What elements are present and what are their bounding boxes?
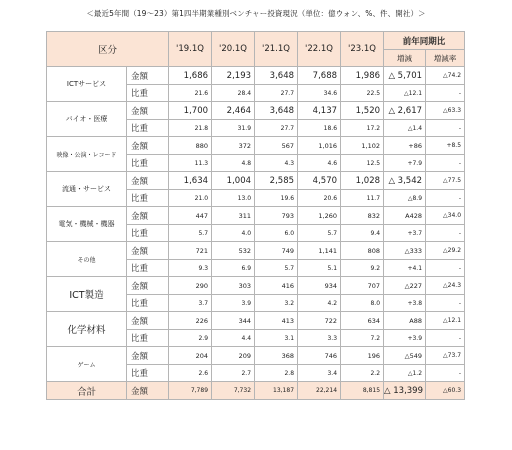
yoy-change-cell: +3.9 <box>384 330 426 347</box>
yoy-rate-cell: - <box>426 120 465 137</box>
amount-cell: 4,570 <box>298 172 341 190</box>
amount-cell: 3,648 <box>255 67 298 85</box>
share-cell: 34.6 <box>298 85 341 102</box>
amount-cell: 226 <box>169 312 212 330</box>
row-category: 電気・機械・機器 <box>47 207 127 242</box>
amount-cell: 447 <box>169 207 212 225</box>
amount-cell: 634 <box>341 312 384 330</box>
total-yoy-change: △ 13,399 <box>384 382 426 400</box>
share-cell: 6.0 <box>255 225 298 242</box>
share-cell: 5.7 <box>255 260 298 277</box>
total-amount-cell: 8,815 <box>341 382 384 400</box>
row-type: 金額 <box>127 347 169 365</box>
header-year: '22.1Q <box>298 32 341 67</box>
yoy-rate-cell: △73.7 <box>426 347 465 365</box>
header-yoy: 前年同期比 <box>384 32 465 50</box>
amount-cell: 311 <box>212 207 255 225</box>
header-category: 区分 <box>47 32 169 67</box>
share-cell: 28.4 <box>212 85 255 102</box>
share-cell: 11.3 <box>169 155 212 172</box>
row-type: 比重 <box>127 190 169 207</box>
yoy-rate-cell: △24.3 <box>426 277 465 295</box>
share-cell: 9.3 <box>169 260 212 277</box>
yoy-change-cell: A88 <box>384 312 426 330</box>
yoy-rate-cell: △34.0 <box>426 207 465 225</box>
row-category: 映像・公演・レコード <box>47 137 127 172</box>
amount-cell: 749 <box>255 242 298 260</box>
yoy-rate-cell: - <box>426 330 465 347</box>
investment-table <box>46 31 465 400</box>
total-amount-cell: 13,187 <box>255 382 298 400</box>
yoy-rate-cell: - <box>426 295 465 312</box>
yoy-change-cell: △8.9 <box>384 190 426 207</box>
total-yoy-rate: △60.3 <box>426 382 465 400</box>
yoy-change-cell: +86 <box>384 137 426 155</box>
header-yoy-rate: 増減率 <box>426 50 465 67</box>
amount-cell: 1,141 <box>298 242 341 260</box>
amount-cell: 413 <box>255 312 298 330</box>
header-yoy-change: 増減 <box>384 50 426 67</box>
header-year: '19.1Q <box>169 32 212 67</box>
yoy-change-cell: △227 <box>384 277 426 295</box>
row-category: バイオ・医療 <box>47 102 127 137</box>
yoy-change-cell: △12.1 <box>384 85 426 102</box>
share-cell: 17.2 <box>341 120 384 137</box>
share-cell: 4.6 <box>298 155 341 172</box>
amount-cell: 832 <box>341 207 384 225</box>
yoy-rate-cell: △63.3 <box>426 102 465 120</box>
table-row <box>47 347 465 365</box>
amount-cell: 1,700 <box>169 102 212 120</box>
yoy-rate-cell: +8.5 <box>426 137 465 155</box>
table-row <box>47 242 465 260</box>
share-cell: 21.6 <box>169 85 212 102</box>
share-cell: 3.7 <box>169 295 212 312</box>
amount-cell: 209 <box>212 347 255 365</box>
row-category: その他 <box>47 242 127 277</box>
row-type: 金額 <box>127 67 169 85</box>
header-year: '21.1Q <box>255 32 298 67</box>
amount-cell: 707 <box>341 277 384 295</box>
share-cell: 3.1 <box>255 330 298 347</box>
amount-cell: 2,464 <box>212 102 255 120</box>
table-row <box>47 137 465 155</box>
table-caption: ＜最近5年間（19～23）第1四半期業種別ベンチャー投資現況（単位：億ウォン、%、件、開社）＞ <box>86 9 426 18</box>
share-cell: 20.6 <box>298 190 341 207</box>
total-row <box>47 382 465 400</box>
amount-cell: 7,688 <box>298 67 341 85</box>
yoy-rate-cell: - <box>426 365 465 382</box>
yoy-change-cell: +7.9 <box>384 155 426 172</box>
total-amount-cell: 7,789 <box>169 382 212 400</box>
row-type: 金額 <box>127 207 169 225</box>
row-type: 比重 <box>127 365 169 382</box>
row-type: 比重 <box>127 155 169 172</box>
header-year: '23.1Q <box>341 32 384 67</box>
share-cell: 12.5 <box>341 155 384 172</box>
share-cell: 7.2 <box>341 330 384 347</box>
yoy-rate-cell: - <box>426 85 465 102</box>
amount-cell: 1,004 <box>212 172 255 190</box>
table-row <box>47 67 465 85</box>
row-category: ゲーム <box>47 347 127 382</box>
amount-cell: 1,986 <box>341 67 384 85</box>
share-cell: 18.6 <box>298 120 341 137</box>
row-category: 化学材料 <box>47 312 127 347</box>
yoy-rate-cell: - <box>426 190 465 207</box>
amount-cell: 290 <box>169 277 212 295</box>
amount-cell: 567 <box>255 137 298 155</box>
amount-cell: 4,137 <box>298 102 341 120</box>
amount-cell: 880 <box>169 137 212 155</box>
share-cell: 4.4 <box>212 330 255 347</box>
amount-cell: 1,102 <box>341 137 384 155</box>
amount-cell: 808 <box>341 242 384 260</box>
yoy-rate-cell: △29.2 <box>426 242 465 260</box>
amount-cell: 746 <box>298 347 341 365</box>
share-cell: 27.7 <box>255 85 298 102</box>
row-type: 金額 <box>127 277 169 295</box>
share-cell: 6.9 <box>212 260 255 277</box>
yoy-change-cell: △ 2,617 <box>384 102 426 120</box>
yoy-change-cell: +3.7 <box>384 225 426 242</box>
yoy-rate-cell: △74.2 <box>426 67 465 85</box>
share-cell: 8.0 <box>341 295 384 312</box>
amount-cell: 204 <box>169 347 212 365</box>
row-type: 比重 <box>127 120 169 137</box>
share-cell: 2.7 <box>212 365 255 382</box>
row-type: 比重 <box>127 85 169 102</box>
share-cell: 5.7 <box>169 225 212 242</box>
amount-cell: 532 <box>212 242 255 260</box>
amount-cell: 1,260 <box>298 207 341 225</box>
share-cell: 21.8 <box>169 120 212 137</box>
amount-cell: 1,028 <box>341 172 384 190</box>
yoy-change-cell: +3.8 <box>384 295 426 312</box>
yoy-rate-cell: △77.5 <box>426 172 465 190</box>
total-category: 合計 <box>47 382 127 400</box>
amount-cell: 368 <box>255 347 298 365</box>
row-type: 比重 <box>127 330 169 347</box>
table-row <box>47 277 465 295</box>
amount-cell: 416 <box>255 277 298 295</box>
share-cell: 22.5 <box>341 85 384 102</box>
yoy-rate-cell: △12.1 <box>426 312 465 330</box>
share-cell: 27.7 <box>255 120 298 137</box>
share-cell: 2.9 <box>169 330 212 347</box>
yoy-change-cell: △ 5,701 <box>384 67 426 85</box>
share-cell: 4.3 <box>255 155 298 172</box>
yoy-change-cell: A428 <box>384 207 426 225</box>
header-year: '20.1Q <box>212 32 255 67</box>
amount-cell: 2,585 <box>255 172 298 190</box>
amount-cell: 1,686 <box>169 67 212 85</box>
share-cell: 31.9 <box>212 120 255 137</box>
row-type: 比重 <box>127 260 169 277</box>
table-row <box>47 102 465 120</box>
share-cell: 21.0 <box>169 190 212 207</box>
share-cell: 3.3 <box>298 330 341 347</box>
share-cell: 3.9 <box>212 295 255 312</box>
row-type: 金額 <box>127 102 169 120</box>
share-cell: 2.2 <box>341 365 384 382</box>
row-category: 流通・サービス <box>47 172 127 207</box>
share-cell: 4.8 <box>212 155 255 172</box>
share-cell: 5.1 <box>298 260 341 277</box>
row-type: 比重 <box>127 295 169 312</box>
share-cell: 3.2 <box>255 295 298 312</box>
share-cell: 9.2 <box>341 260 384 277</box>
yoy-rate-cell: - <box>426 155 465 172</box>
table-row <box>47 207 465 225</box>
share-cell: 5.7 <box>298 225 341 242</box>
amount-cell: 372 <box>212 137 255 155</box>
amount-cell: 1,520 <box>341 102 384 120</box>
amount-cell: 722 <box>298 312 341 330</box>
share-cell: 4.0 <box>212 225 255 242</box>
amount-cell: 2,193 <box>212 67 255 85</box>
row-type: 金額 <box>127 137 169 155</box>
yoy-change-cell: △1.4 <box>384 120 426 137</box>
amount-cell: 793 <box>255 207 298 225</box>
amount-cell: 934 <box>298 277 341 295</box>
amount-cell: 721 <box>169 242 212 260</box>
amount-cell: 196 <box>341 347 384 365</box>
row-type: 金額 <box>127 242 169 260</box>
share-cell: 19.6 <box>255 190 298 207</box>
amount-cell: 303 <box>212 277 255 295</box>
yoy-change-cell: △ 3,542 <box>384 172 426 190</box>
yoy-change-cell: +4.1 <box>384 260 426 277</box>
yoy-rate-cell: - <box>426 225 465 242</box>
yoy-change-cell: △1.2 <box>384 365 426 382</box>
row-type: 金額 <box>127 382 169 400</box>
amount-cell: 3,648 <box>255 102 298 120</box>
total-amount-cell: 7,732 <box>212 382 255 400</box>
yoy-change-cell: △333 <box>384 242 426 260</box>
share-cell: 3.4 <box>298 365 341 382</box>
share-cell: 9.4 <box>341 225 384 242</box>
table-row <box>47 172 465 190</box>
yoy-change-cell: △549 <box>384 347 426 365</box>
row-category: ICT製造 <box>47 277 127 312</box>
row-type: 比重 <box>127 225 169 242</box>
share-cell: 2.6 <box>169 365 212 382</box>
table-row <box>47 312 465 330</box>
share-cell: 13.0 <box>212 190 255 207</box>
row-type: 金額 <box>127 172 169 190</box>
share-cell: 2.8 <box>255 365 298 382</box>
total-amount-cell: 22,214 <box>298 382 341 400</box>
amount-cell: 1,016 <box>298 137 341 155</box>
yoy-rate-cell: - <box>426 260 465 277</box>
row-category: ICTサービス <box>47 67 127 102</box>
amount-cell: 1,634 <box>169 172 212 190</box>
share-cell: 11.7 <box>341 190 384 207</box>
row-type: 金額 <box>127 312 169 330</box>
share-cell: 4.2 <box>298 295 341 312</box>
amount-cell: 344 <box>212 312 255 330</box>
